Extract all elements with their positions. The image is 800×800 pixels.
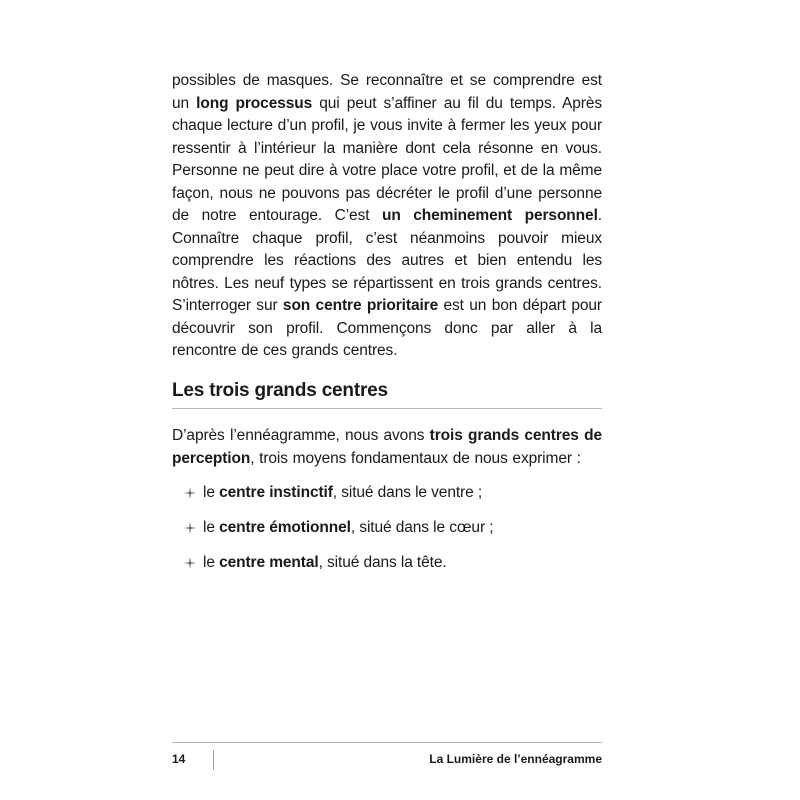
list-item [184,552,604,574]
list-item [184,517,604,539]
list-item-suffix: , situé dans la tête. [318,554,447,571]
intro-bold-2: un cheminement personnel [381,207,598,224]
centres-intro-bold-1: trois grands centres de perception [172,427,602,467]
footer-divider [172,742,602,743]
section-heading-block [172,378,602,409]
list-item-text [203,484,482,502]
list-item-suffix: , situé dans le cœur ; [350,519,494,536]
intro-text-4: est un bon départ pour découvrir son profil. Commençons donc par aller à la rencontre de ces grands centres. [172,297,602,359]
list-item-bold: centre instinctif [219,484,333,501]
intro-paragraph [172,70,602,363]
footer-separator [213,750,214,770]
intro-text-2: qui peut s’affiner au fil du temps. Après chaque lecture d’un profil, je vous invite à fermer les yeux pour ressentir à l’intérieur la manière dont cela résonne en vous. Personne ne peut dire à votre place votre profil, et de la même façon, nous ne pouvons pas décréter le profil d’une personne de notre entourage. C’est [172,94,603,224]
intro-bold-3: son centre prioritaire [282,297,439,314]
intro-bold-1: long processus [196,94,313,112]
list-item-prefix: le [203,554,220,571]
list-item-suffix: , situé dans le ventre ; [332,484,483,501]
centres-intro-text-2: , trois moyens fondamentaux de nous exprimer : [250,449,581,467]
four-point-star-icon [184,522,196,534]
four-point-star-icon [184,557,196,569]
list-item-bold: centre émotionnel [219,519,351,536]
centres-list [184,482,604,587]
list-item-prefix: le [203,484,220,501]
four-point-star-icon [184,487,196,499]
centres-intro-text-1: D’après l’ennéagramme, nous avons [172,427,430,444]
running-title: La Lumière de l’ennéagramme [429,752,602,766]
section-heading: Les trois grands centres [172,380,388,401]
centres-intro-paragraph [172,425,602,470]
heading-divider [172,408,602,409]
intro-text-1: possibles de masques. Se reconnaître et se comprendre est un [172,72,602,112]
page-number: 14 [172,752,186,766]
list-item-bold: centre mental [219,554,319,571]
list-item [184,482,604,504]
list-item-text [203,519,493,537]
list-item-prefix: le [203,519,220,536]
list-item-text [203,554,447,572]
intro-text-3: . Connaître chaque profil, c’est néanmoins pouvoir mieux comprendre les réactions des autres et bien entendu les nôtres. Les neuf types se répartissent en trois grands centres. S’interroger sur [172,207,602,314]
